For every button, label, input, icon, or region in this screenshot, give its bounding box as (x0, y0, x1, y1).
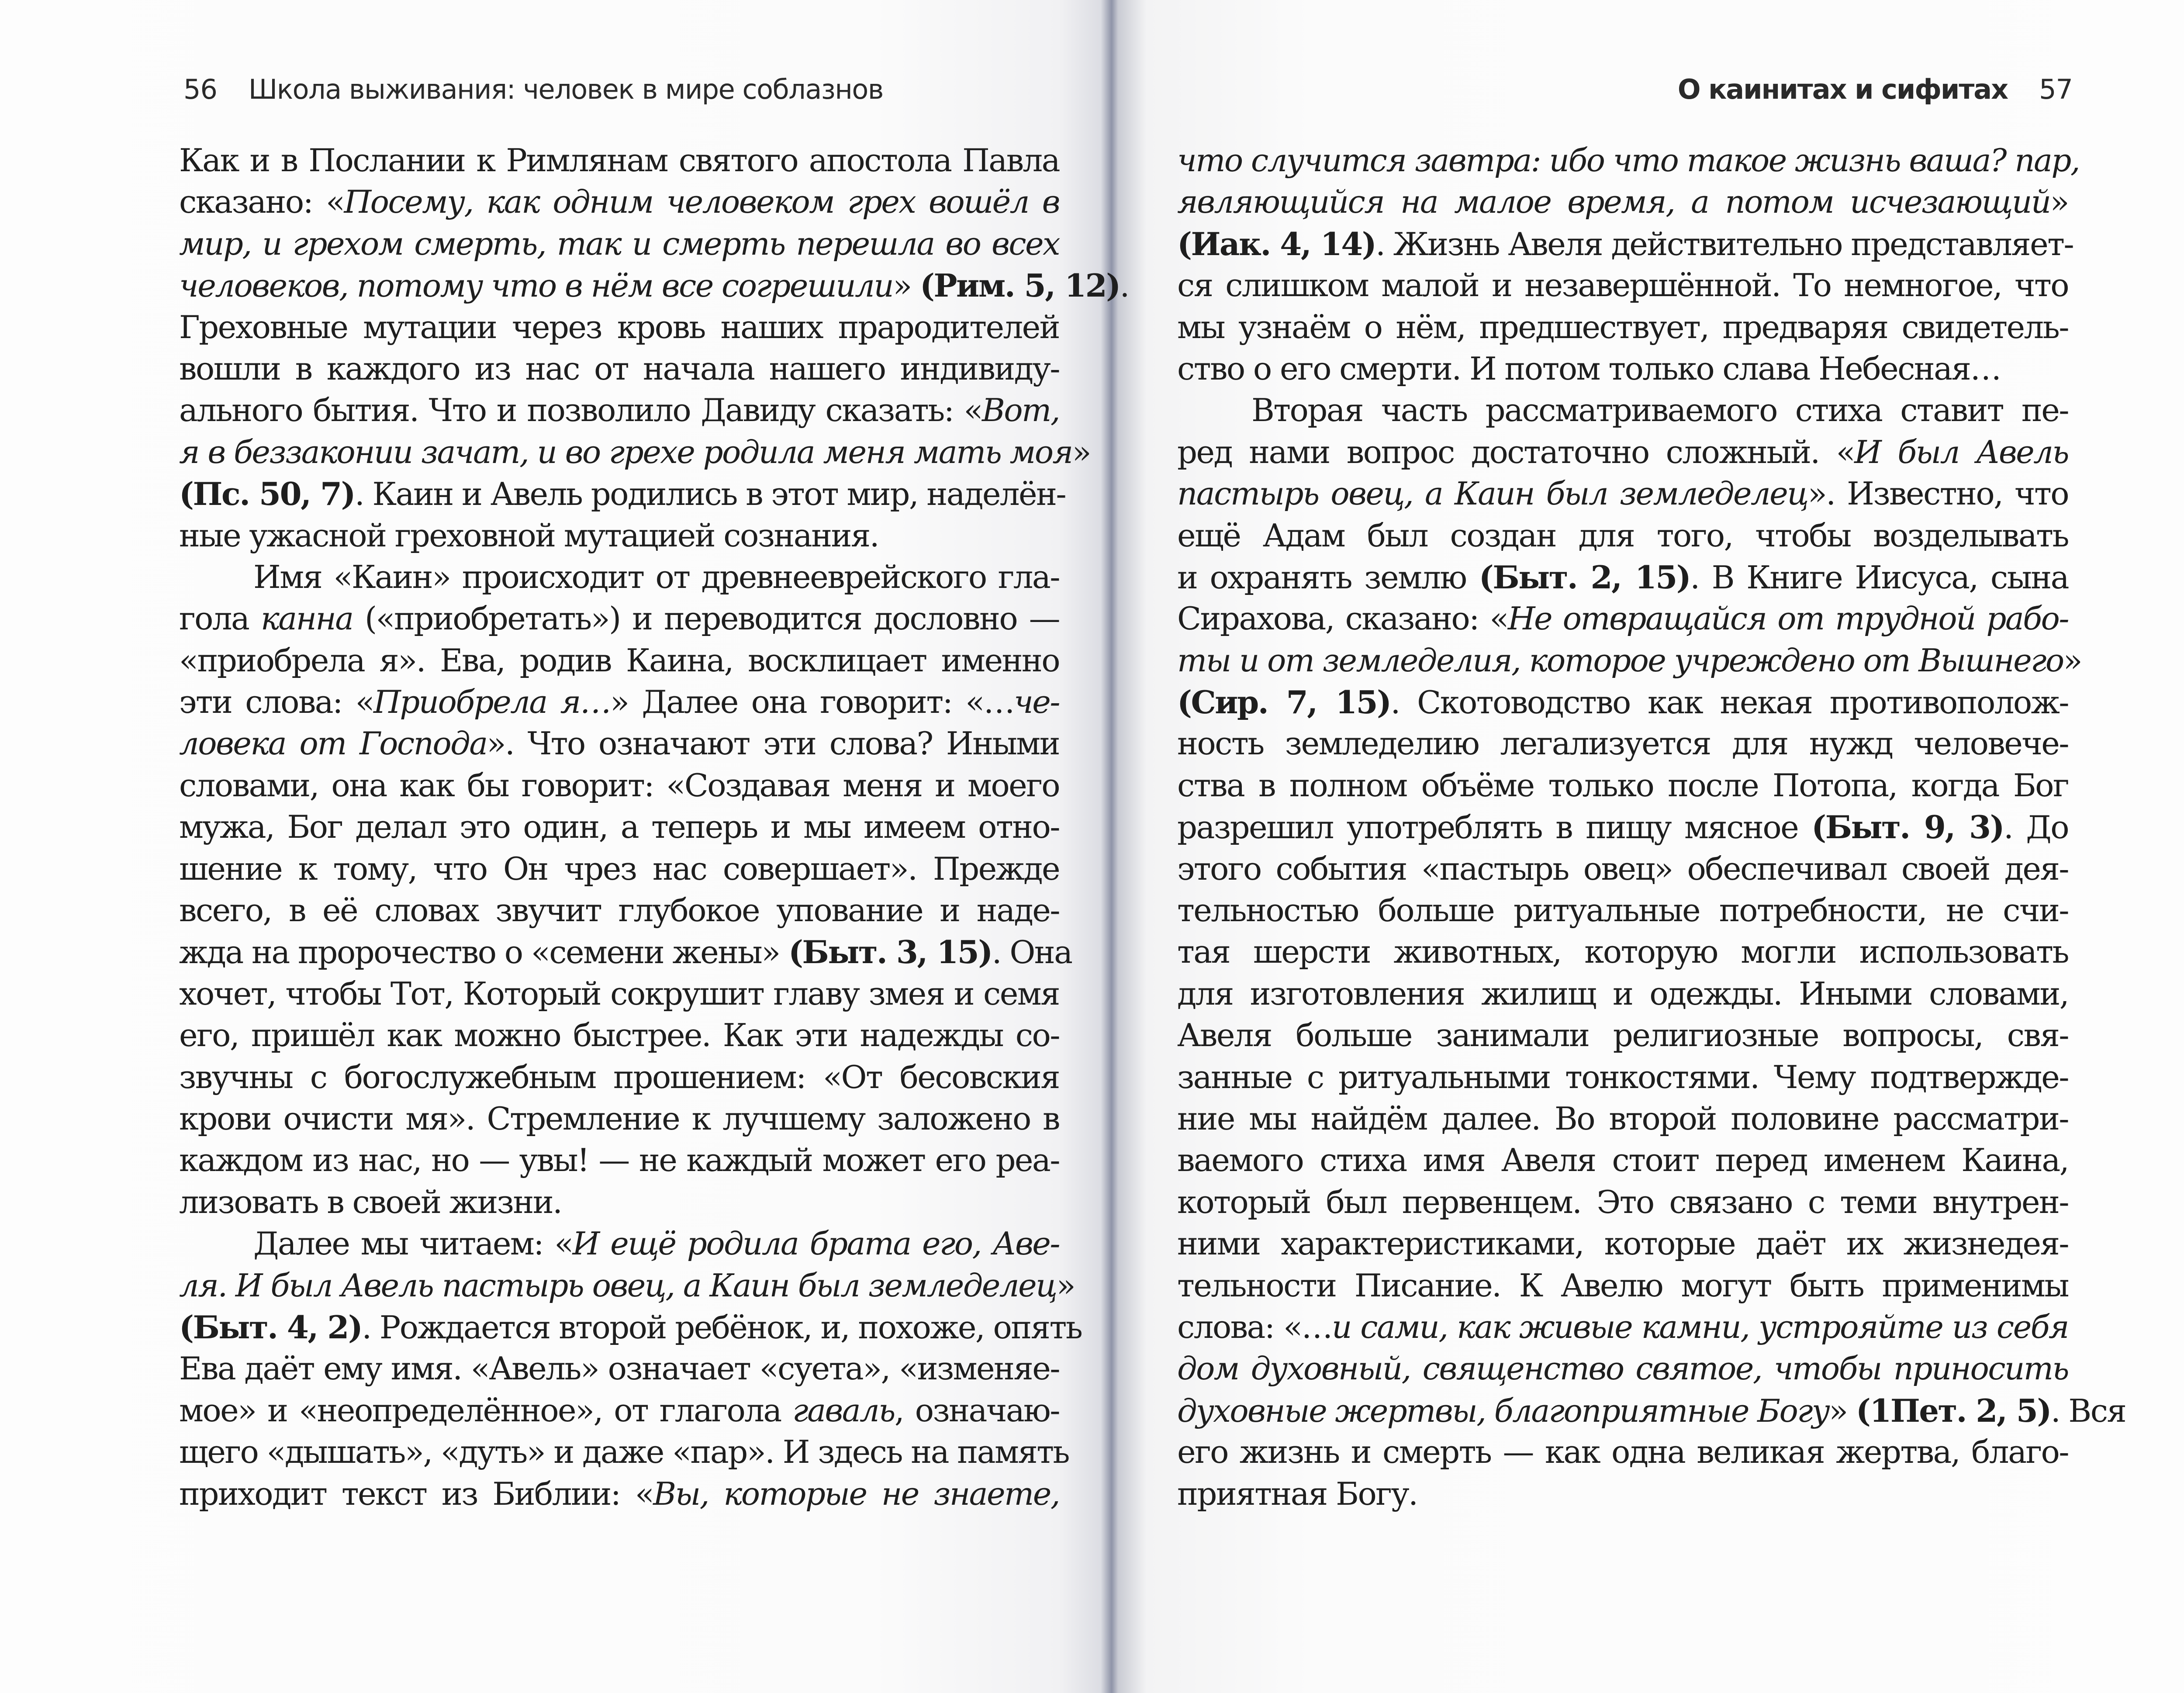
text-segment: . До (2003, 809, 2068, 846)
text-line (1177, 1182, 2068, 1223)
text-segment: крови очисти мя». Стремление к лучшему заложено в (179, 1100, 1059, 1137)
text-line (1177, 515, 2068, 556)
body-text-right (1177, 140, 2126, 1515)
text-line (179, 1306, 1082, 1348)
text-segment: ». Известно, что (1807, 475, 2068, 512)
text-line (1177, 640, 2082, 681)
text-line (179, 1223, 1059, 1265)
quotation-text: Не отвращайся от трудной рабо- (1507, 600, 2068, 637)
scripture-reference: (Иак. 4, 14) (1177, 225, 1376, 263)
text-line (179, 473, 1066, 515)
text-line (1177, 432, 2068, 473)
quotation-text: Приобрела я… (373, 684, 611, 721)
text-line (1177, 473, 2068, 515)
text-line (179, 1182, 1059, 1223)
text-line (179, 1140, 1059, 1181)
text-line (1177, 1223, 2068, 1265)
scripture-reference: (1Пет. 2, 5) (1856, 1392, 2051, 1429)
text-line (179, 1098, 1059, 1140)
running-head-left (183, 72, 883, 107)
text-segment: . Каин и Авель родились в этот мир, наделён- (354, 476, 1066, 513)
text-line (179, 806, 1059, 848)
text-line (1177, 890, 2068, 931)
text-line (1177, 348, 2068, 390)
text-line (1177, 223, 2073, 265)
text-segment: разрешил употреблять в пищу мясное (1177, 809, 1812, 846)
text-line (1177, 931, 2068, 973)
text-segment: шение к тому, что Он чрез нас совершает». Прежде (179, 850, 1059, 887)
text-line (179, 432, 1091, 473)
text-line (179, 515, 1059, 556)
text-line (1177, 1057, 2068, 1098)
quotation-text: гаваль (792, 1392, 895, 1429)
text-line (179, 1348, 1059, 1389)
text-segment: приятная Богу. (1177, 1475, 1417, 1512)
text-segment: («приобретать») и переводится дословно — (352, 600, 1059, 637)
scripture-reference: (Пс. 50, 7) (179, 475, 355, 513)
text-segment: и охранять землю (1177, 559, 1479, 596)
text-segment: ред нами вопрос достаточно сложный. « (1177, 433, 1855, 470)
text-line (179, 223, 1059, 265)
text-segment: гола (179, 600, 261, 637)
text-segment: » (893, 267, 920, 304)
text-segment: ные ужасной греховной мутацией сознания. (179, 517, 879, 554)
text-segment: Ева даёт ему имя. «Авель» означает «суета», «изменяе- (179, 1350, 1059, 1387)
text-segment: » (1829, 1392, 1856, 1429)
text-line (179, 723, 1059, 764)
text-line (1177, 1098, 2068, 1140)
text-segment: каждом из нас, но — увы! — не каждый может его реа- (179, 1142, 1059, 1179)
quotation-text: дом духовный, священство святое, чтобы приносить (1177, 1350, 2068, 1387)
text-line (179, 973, 1059, 1015)
text-line (179, 181, 1059, 223)
text-segment: Сирахова, сказано: « (1177, 600, 1508, 637)
text-line (179, 598, 1059, 639)
text-line (179, 390, 1059, 431)
text-line (179, 681, 1059, 723)
text-line (1177, 556, 2068, 598)
text-segment: приходит текст из Библии: « (179, 1475, 653, 1512)
quotation-text: духовные жертвы, благоприятные Богу (1177, 1392, 1829, 1429)
text-line (179, 640, 1059, 681)
text-line (1177, 1140, 2068, 1181)
text-line (1177, 1348, 2068, 1389)
text-segment: мое» и «неопределённое», от глагола (179, 1392, 793, 1429)
text-line (179, 348, 1059, 390)
text-segment: «приобрела я». Ева, родив Каина, восклицает именно (179, 642, 1059, 679)
text-segment: всего, в её словах звучит глубокое упование и наде- (179, 892, 1059, 929)
quotation-text: И был Авель (1854, 433, 2069, 470)
text-segment: мы узнаём о нём, предшествует, предваряя свидетель- (1177, 308, 2068, 346)
text-segment: словами, она как бы говорит: «Создавая меня и моего (179, 767, 1059, 804)
text-segment: лизовать в своей жизни. (179, 1183, 562, 1220)
text-segment: хочет, чтобы Тот, Который сокрушит главу змея и семя (179, 975, 1059, 1012)
text-segment: . В Книге Иисуса, сына (1690, 559, 2068, 596)
text-line (179, 1265, 1075, 1306)
text-segment: . Скотоводство как некая противополож- (1390, 684, 2068, 721)
quotation-text: являющийся на малое время, а потом исчезающий (1177, 183, 2050, 221)
text-line (179, 140, 1059, 181)
text-segment: мужа, Бог делал это один, а теперь и мы имеем отно- (179, 808, 1059, 846)
text-segment: ся слишком малой и незавершённой. То немногое, что (1177, 267, 2068, 304)
text-line (179, 1473, 1059, 1515)
text-segment: » (1056, 1267, 1075, 1304)
text-segment: тая шерсти животных, которую могли использовать (1177, 933, 2068, 971)
text-segment: ние мы найдём далее. Во второй половине рассматри- (1177, 1100, 2068, 1137)
quotation-text: ля. И был Авель пастырь овец, а Каин был земледелец (179, 1267, 1057, 1304)
text-segment: . Она (992, 934, 1072, 971)
text-segment: его, пришёл как можно быстрее. Как эти надежды со- (179, 1017, 1059, 1054)
text-segment: . Рождается второй ребёнок, и, похоже, опять (362, 1309, 1082, 1346)
quotation-text: ловека от Господа (179, 725, 487, 762)
text-segment: тельностью больше ритуальные потребности, не счи- (1177, 892, 2068, 929)
text-segment: его жизнь и смерть — как одна великая жертва, благо- (1177, 1434, 2068, 1471)
text-segment: Авеля больше занимали религиозные вопросы, свя- (1177, 1017, 2068, 1054)
text-line (1177, 806, 2068, 848)
running-head-right (1678, 72, 2073, 107)
text-segment: ального бытия. Что и позволило Давиду сказать: « (179, 392, 982, 429)
text-line (1177, 1306, 2068, 1348)
text-segment: этого события «пастырь овец» обеспечивал своей дея- (1177, 850, 2068, 887)
text-segment: Вторая часть рассматриваемого стиха ставит пе- (1251, 392, 2068, 429)
scripture-reference: (Быт. 2, 15) (1479, 558, 1690, 596)
quotation-text: Посему, как одним человеком грех вошёл в (344, 183, 1059, 221)
quotation-text: Вот, (981, 392, 1059, 429)
quotation-text: я в беззаконии зачат, и во грехе родила меня мать моя (179, 433, 1072, 470)
text-line (1177, 973, 2068, 1015)
text-segment: Имя «Каин» происходит от древнееврейского гла- (253, 558, 1059, 595)
scripture-reference: (Быт. 4, 2) (179, 1308, 362, 1346)
quotation-text: мир, и грехом смерть, так и смерть перешла во всех (179, 225, 1059, 262)
text-line (1177, 1015, 2068, 1056)
quotation-text: человеков, потому что в нём все согрешили (179, 267, 893, 304)
text-line (179, 556, 1059, 598)
body-text-left (179, 140, 1129, 1515)
quotation-text: ты и от земледелия, которое учреждено от Вышнего (1177, 642, 2063, 679)
quotation-text: че- (1014, 684, 1059, 721)
text-line (179, 931, 1072, 973)
text-line (179, 1431, 1069, 1473)
text-line (1177, 265, 2068, 306)
text-segment: звучны с богослужебным прошением: «От бесовския (179, 1058, 1059, 1095)
text-line (179, 848, 1059, 890)
page-number: 57 (2039, 73, 2073, 105)
text-segment: жда на пророчество о «семени жены» (179, 934, 788, 971)
text-segment: , означаю- (894, 1392, 1059, 1429)
text-segment: . Вся (2050, 1392, 2126, 1429)
text-line (179, 1015, 1059, 1056)
scripture-reference: (Быт. 9, 3) (1811, 808, 2004, 846)
text-segment: ». Что означают эти слова? Иными (487, 725, 1059, 762)
text-segment: Греховные мутации через кровь наших прародителей (179, 308, 1059, 346)
text-line (1177, 140, 2080, 181)
text-line (1177, 1473, 2068, 1515)
quotation-text: и сами, как живые камни, устрояйте из себя (1331, 1308, 2068, 1345)
text-segment: ними характеристиками, которые даёт их жизнедея- (1177, 1225, 2068, 1262)
text-segment: слова: «… (1177, 1308, 1332, 1345)
scripture-reference: (Рим. 5, 12) (919, 267, 1120, 304)
text-segment: Далее мы читаем: « (253, 1225, 573, 1262)
text-segment: занные с ритуальными тонкостями. Чему подтвержде- (1177, 1058, 2068, 1095)
text-line (1177, 390, 2068, 431)
text-line (179, 265, 1129, 306)
scripture-reference: (Сир. 7, 15) (1177, 684, 1391, 721)
text-segment: » (1072, 433, 1091, 470)
text-line (179, 765, 1059, 806)
text-segment: . (1120, 267, 1129, 304)
page-number: 56 (183, 73, 217, 105)
text-segment: щего «дышать», «дуть» и даже «пар». И здесь на память (179, 1434, 1069, 1471)
running-title: О каинитах и сифитах (1677, 73, 2008, 105)
text-line (179, 307, 1059, 348)
text-segment: . Жизнь Авеля действительно представляет- (1375, 225, 2073, 263)
text-segment: тельности Писание. К Авелю могут быть применимы (1177, 1267, 2068, 1304)
text-line (1177, 1265, 2068, 1306)
text-segment: ства в полном объёме только после Потопа, когда Бог (1177, 767, 2068, 804)
quotation-text: И ещё родила брата его, Аве- (572, 1225, 1059, 1262)
text-segment: » Далее она говорит: «… (610, 684, 1014, 721)
text-segment: ваемого стиха имя Авеля стоит перед именем Каина, (1177, 1142, 2068, 1179)
text-segment: ещё Адам был создан для того, чтобы возделывать (1177, 517, 2068, 554)
text-line (1177, 765, 2068, 806)
text-line (1177, 1431, 2068, 1473)
text-line (1177, 307, 2068, 348)
text-line (1177, 1390, 2126, 1431)
text-segment: ность земледелию легализуется для нужд человече- (1177, 725, 2068, 762)
text-line (1177, 723, 2068, 764)
text-segment: эти слова: « (179, 684, 374, 721)
text-segment: который был первенцем. Это связано с теми внутрен- (1177, 1183, 2068, 1220)
quotation-text: что случится завтра: ибо что такое жизнь ваша? пар, (1177, 142, 2080, 179)
text-line (1177, 848, 2068, 890)
text-segment: » (2063, 642, 2082, 679)
quotation-text: пастырь овец, а Каин был земледелец (1177, 475, 1808, 512)
text-segment: » (2050, 183, 2068, 221)
right-page (1118, 0, 2184, 1693)
text-line (179, 1390, 1059, 1431)
text-line (1177, 681, 2068, 723)
text-line (1177, 181, 2068, 223)
text-segment: ство о его смерти. И потом только слава Небесная… (1177, 350, 2001, 387)
text-line (1177, 598, 2068, 639)
text-segment: сказано: « (179, 183, 344, 221)
text-line (179, 1057, 1059, 1098)
text-line (179, 890, 1059, 931)
text-segment: вошли в каждого из нас от начала нашего индивиду- (179, 350, 1059, 387)
scripture-reference: (Быт. 3, 15) (788, 933, 992, 971)
text-segment: для изготовления жилищ и одежды. Иными словами, (1177, 975, 2068, 1012)
quotation-text: канна (260, 600, 353, 637)
quotation-text: Вы, которые не знаете, (653, 1475, 1059, 1512)
text-segment: Как и в Послании к Римлянам святого апостола Павла (179, 142, 1059, 179)
running-title: Школа выживания: человек в мире соблазнов (248, 73, 883, 105)
